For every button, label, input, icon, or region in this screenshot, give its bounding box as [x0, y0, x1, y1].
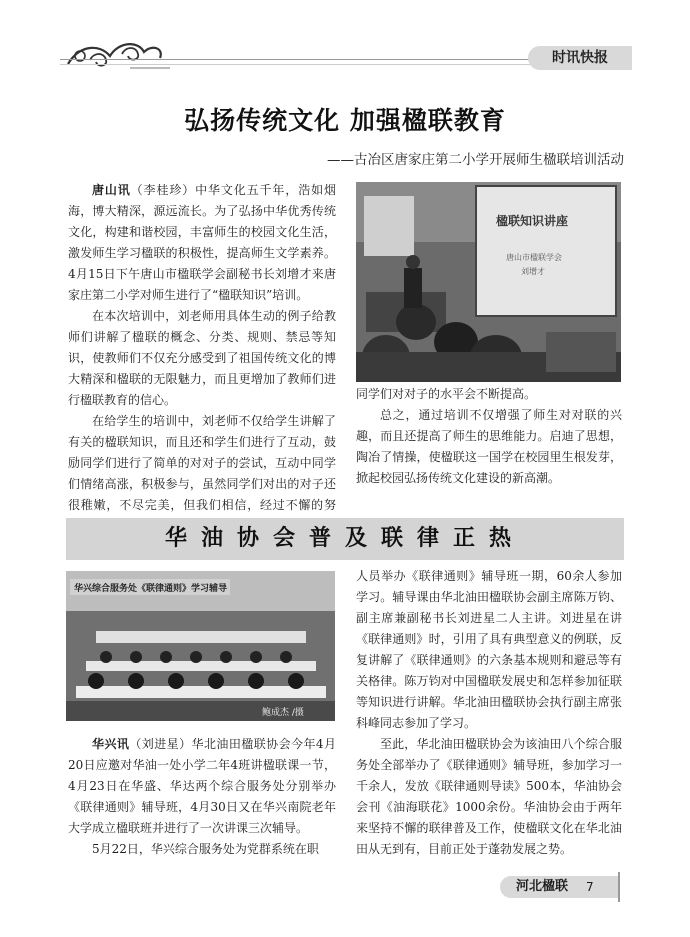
footer-tag: [500, 876, 618, 898]
article1-photo: [356, 182, 621, 382]
paragraph-text: 华北油田楹联协会今年4月20日应邀对华油一处小学二年4班讲楹联课一节，4月23日在华盛、华达两个综合服务处分别举办《联律通则》辅导班，4月30日又在华兴南院老年大学成立楹联班并进行了一次讲课三次辅导。: [68, 737, 336, 835]
paragraph: 在给学生的培训中，刘老师不仅给学生讲解了有关的楹联知识，而且还和学生们进行了互动，鼓励同学们进行了简单的对对子的尝试，互动中同学们情绪高涨，积极参与，虽然同学们对出的对子还很稚嫩，不尽完美，但我们相信，经过不懈的努: [68, 414, 336, 512]
photo-banner-text: 华兴综合服务处《联律通则》学习辅导: [74, 584, 228, 594]
paragraph: [68, 734, 336, 839]
article2-photo: [66, 571, 335, 721]
paragraph: 总之，通过培训不仅增强了师生对对联的兴趣，而且还提高了师生的思维能力。启迪了思想，陶冶了情操，使楹联这一国学在校园里生根发芽，掀起校园弘扬传统文化建设的新高潮。: [356, 408, 622, 485]
publication-name: 河北楹联: [516, 879, 569, 894]
article2-left-column: [68, 734, 336, 860]
article-title: 弘扬传统文化 加强楹联教育: [184, 106, 506, 135]
byline-author: （李桂珍）: [130, 183, 196, 197]
board-label: 楹联知识讲座: [496, 214, 569, 228]
page-number: 7: [586, 880, 594, 894]
section-tag: 时讯快报: [528, 46, 632, 70]
paragraph: 同学们对对子的水平会不断提高。: [356, 387, 537, 401]
paragraph: 人员举办《联律通则》辅导班一期，60余人参加学习。辅导课由华北油田楹联协会副主席陈万钧、副主席兼副秘书长刘进星二人主讲。刘进星在讲《联律通则》时，引用了具有典型意义的例联，反复讲解了《联律通则》的六条基本规则和避忌等有关格律。陈万钧对中国楹联发展史和怎样参加征联等知识进行讲解。华北油田楹联协会执行副主席张科峰同志参加了学习。: [356, 569, 622, 730]
board-name: 刘增才: [521, 267, 545, 276]
byline: 华兴讯: [92, 737, 130, 751]
classroom-photo: [356, 182, 621, 382]
paragraph: 5月22日，华兴综合服务处为党群系统在职: [92, 842, 319, 856]
cloud-ornament-icon: [60, 34, 170, 74]
article2-banner: 华油协会普及联律正热: [66, 518, 624, 560]
paragraph: [68, 180, 336, 306]
board-sub: 唐山市楹联学会: [506, 253, 562, 262]
article2-right-column: [356, 566, 622, 860]
article1-left-column: [68, 180, 336, 537]
paragraph: 在本次培训中，刘老师用具体生动的例子给教师们讲解了楹联的概念、分类、规则、禁忌等知识，使教师们不仅充分感受到了祖国传统文化的博大精深和楹联的无限魅力，而且更增加了教师们进行楹联教育的信心。: [68, 309, 336, 407]
article-subtitle: ——古冶区唐家庄第二小学开展师生楹联培训活动: [327, 152, 624, 168]
photo-credit: 鲍成杰 /摄: [262, 708, 304, 718]
byline-author: （刘进星）: [129, 737, 192, 751]
footer-divider: [618, 872, 620, 902]
article1-right-column: [356, 384, 622, 489]
byline: 唐山讯: [92, 183, 131, 197]
paragraph: 至此，华北油田楹联协会为该油田八个综合服务处全部举办了《联律通则》辅导班，参加学习一千余人，发放《联律通则导读》500本，华油协会会刊《油海联花》1000余份。华油协会由于两年来坚持不懈的联律普及工作，使楹联文化在华北油田从无到有，目前正处于蓬勃发展之势。: [356, 737, 622, 856]
paragraph-text: 中华文化五千年，浩如烟海，博大精深，源远流长。为了弘扬中华优秀传统文化，构建和谐校园，丰富师生的校园文化生活，激发师生学习楹联的积极性，提高师生文学素养。4月15日下午唐山市楹联学会副秘书长刘增才来唐家庄第二小学对师生进行了“楹联知识”培训。: [68, 183, 336, 302]
